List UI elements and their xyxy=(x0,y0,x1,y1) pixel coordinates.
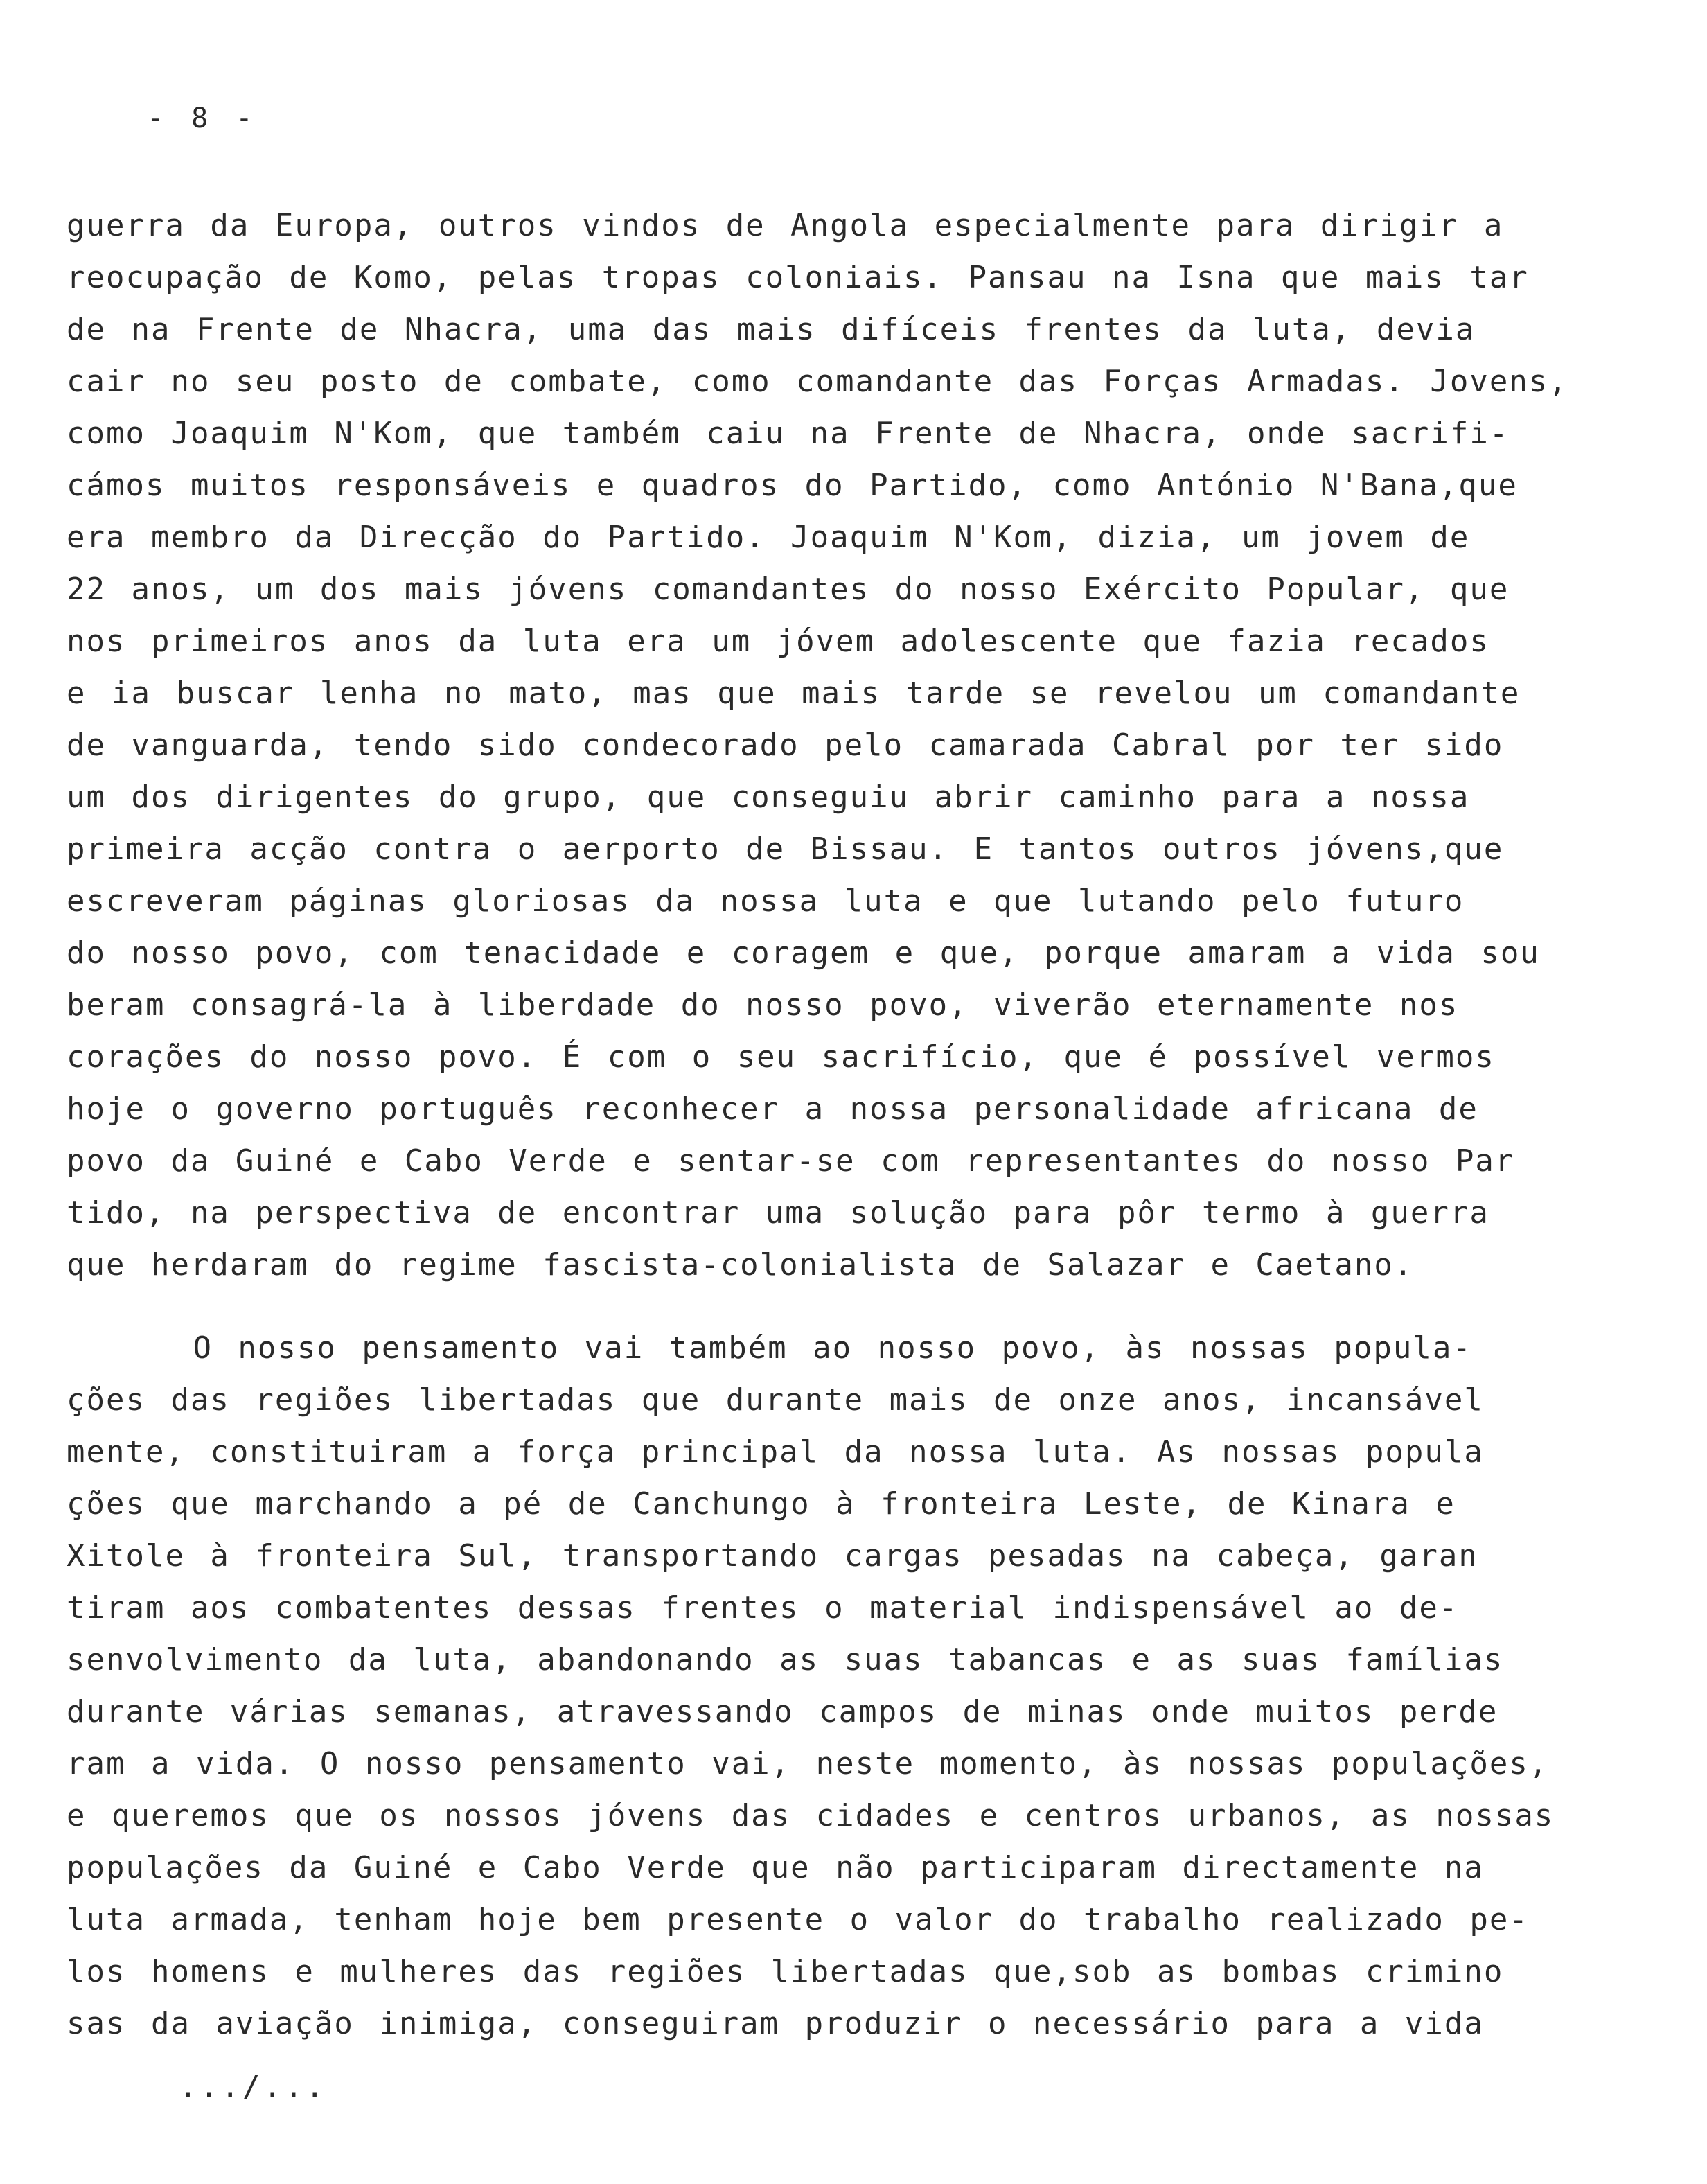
text-line: tido, na perspectiva de encontrar uma solução para pôr termo à guerra xyxy=(67,1195,1489,1231)
text-line: de vanguarda, tendo sido condecorado pelo camarada Cabral por ter sido xyxy=(67,728,1504,763)
text-line: era membro da Direcção do Partido. Joaquim N'Kom, dizia, um jovem de xyxy=(67,520,1470,555)
text-line: durante várias semanas, atravessando campos de minas onde muitos perde xyxy=(67,1694,1498,1729)
text-line: ções das regiões libertadas que durante mais de onze anos, incansável xyxy=(67,1382,1484,1418)
text-line: O nosso pensamento vai também ao nosso povo, às nossas popula- xyxy=(67,1330,1472,1366)
text-line: beram consagrá-la à liberdade do nosso povo, viverão eternamente nos xyxy=(67,987,1459,1023)
text-line: de na Frente de Nhacra, uma das mais difíceis frentes da luta, devia xyxy=(67,312,1476,347)
text-line: e ia buscar lenha no mato, mas que mais tarde se revelou um comandante xyxy=(67,676,1521,711)
text-line: populações da Guiné e Cabo Verde que não participaram directamente na xyxy=(67,1850,1484,1885)
text-line: 22 anos, um dos mais jóvens comandantes do nosso Exército Popular, que xyxy=(67,572,1510,607)
text-line: Xitole à fronteira Sul, transportando cargas pesadas na cabeça, garan xyxy=(67,1538,1478,1574)
text-line: primeira acção contra o aerporto de Bissau. E tantos outros jóvens,que xyxy=(67,831,1504,867)
text-line: corações do nosso povo. É com o seu sacrifício, que é possível vermos xyxy=(67,1039,1495,1075)
text-line: povo da Guiné e Cabo Verde e sentar-se com representantes do nosso Par xyxy=(67,1143,1515,1179)
text-line: guerra da Europa, outros vindos de Angola especialmente para dirigir a xyxy=(67,208,1504,243)
paragraph xyxy=(67,1322,1554,2050)
text-line: hoje o governo português reconhecer a nossa personalidade africana de xyxy=(67,1091,1478,1127)
text-line: escreveram páginas gloriosas da nossa luta e que lutando pelo futuro xyxy=(67,883,1465,919)
text-line: um dos dirigentes do grupo, que conseguiu abrir caminho para a nossa xyxy=(67,780,1470,815)
text-line: cair no seu posto de combate, como comandante das Forças Armadas. Jovens, xyxy=(67,364,1568,399)
text-line: ram a vida. O nosso pensamento vai, neste momento, às nossas populações, xyxy=(67,1746,1549,1781)
text-line: que herdaram do regime fascista-colonialista de Salazar e Caetano. xyxy=(67,1247,1414,1283)
text-line: como Joaquim N'Kom, que também caiu na Frente de Nhacra, onde sacrifi- xyxy=(67,416,1510,451)
text-line: los homens e mulheres das regiões libertadas que,sob as bombas crimino xyxy=(67,1954,1504,1989)
text-line: sas da aviação inimiga, conseguiram produzir o necessário para a vida xyxy=(67,2006,1484,2041)
text-line: ções que marchando a pé de Canchungo à fronteira Leste, de Kinara e xyxy=(67,1486,1456,1522)
text-line: e queremos que os nossos jóvens das cidades e centros urbanos, as nossas xyxy=(67,1798,1555,1833)
continuation-mark: .../... xyxy=(179,2069,327,2104)
text-line: tiram aos combatentes dessas frentes o material indispensável ao de- xyxy=(67,1590,1459,1626)
text-line: do nosso povo, com tenacidade e coragem e que, porque amaram a vida sou xyxy=(67,935,1540,971)
text-line: cámos muitos responsáveis e quadros do Partido, como António N'Bana,que xyxy=(67,468,1518,503)
text-line: mente, constituiram a força principal da nossa luta. As nossas popula xyxy=(67,1434,1484,1470)
text-line: luta armada, tenham hoje bem presente o valor do trabalho realizado pe- xyxy=(67,1902,1529,1937)
text-line: senvolvimento da luta, abandonando as suas tabancas e as suas famílias xyxy=(67,1642,1504,1677)
text-line: reocupação de Komo, pelas tropas coloniais. Pansau na Isna que mais tar xyxy=(67,260,1529,295)
page-number: - 8 - xyxy=(147,103,258,134)
paragraph xyxy=(67,200,1568,1291)
text-line: nos primeiros anos da luta era um jóvem adolescente que fazia recados xyxy=(67,624,1489,659)
